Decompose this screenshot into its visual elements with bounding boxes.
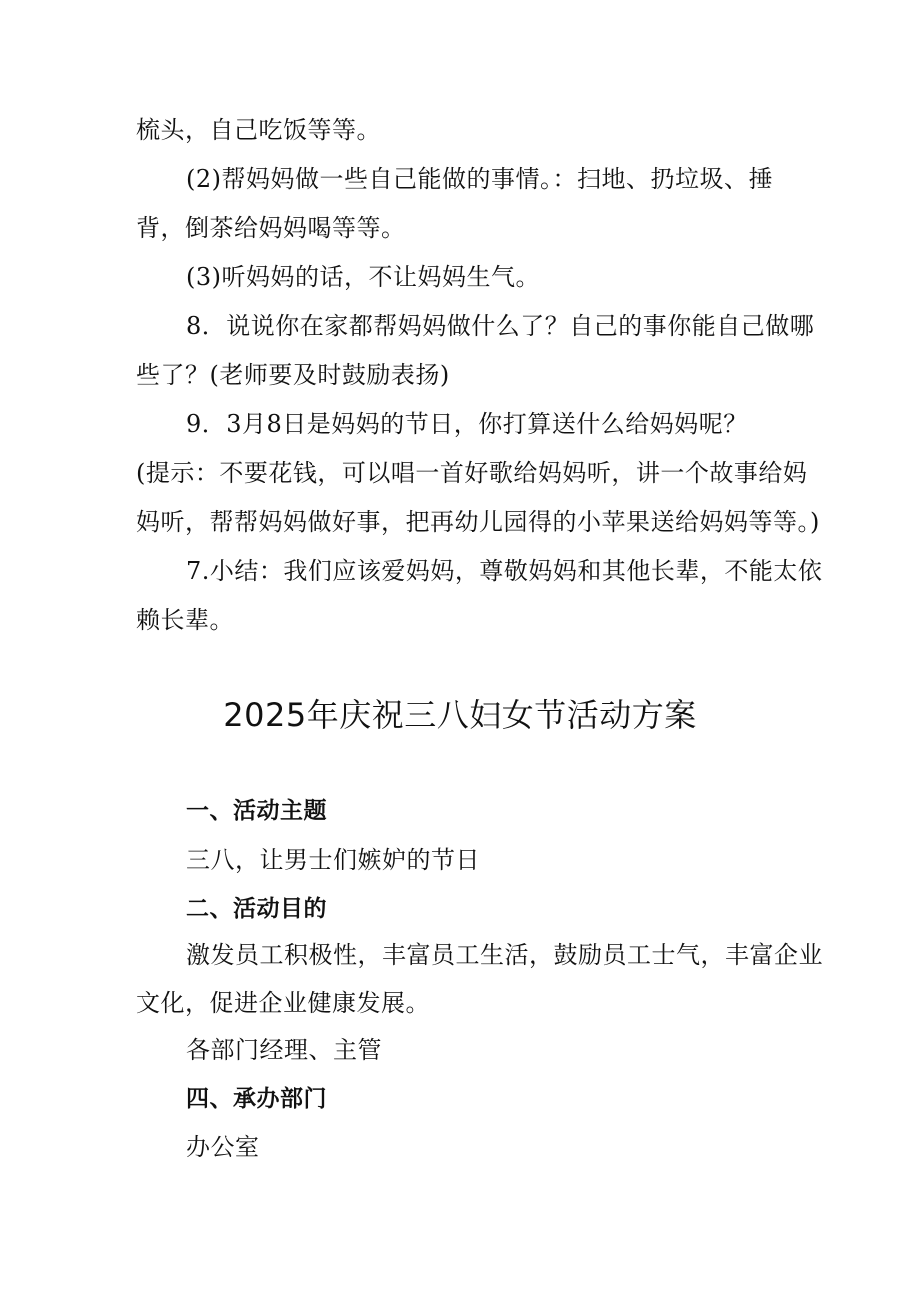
document-title: 2025年庆祝三八妇女节活动方案 — [223, 696, 697, 734]
body-line: 妈听，帮帮妈妈做好事，把再幼儿园得的小苹果送给妈妈等等。) — [136, 508, 820, 536]
body-line: 7.小结：我们应该爱妈妈，尊敬妈妈和其他长辈，不能太依 — [186, 557, 823, 585]
body-line: (3)听妈妈的话，不让妈妈生气。 — [186, 263, 540, 291]
body-line: 赖长辈。 — [136, 606, 234, 634]
section-heading: 四、承办部门 — [186, 1086, 327, 1112]
section-text: 各部门经理、主管 — [186, 1036, 382, 1064]
section-text: 激发员工积极性，丰富员工生活，鼓励员工士气，丰富企业 — [186, 941, 823, 969]
section-text: 文化，促进企业健康发展。 — [136, 989, 430, 1017]
section-text: 办公室 — [186, 1133, 260, 1161]
body-line: 8．说说你在家都帮妈妈做什么了？自己的事你能自己做哪 — [186, 312, 815, 340]
section-heading: 一、活动主题 — [186, 798, 327, 824]
body-line: 背，倒茶给妈妈喝等等。 — [136, 214, 406, 242]
section-heading: 二、活动目的 — [186, 896, 327, 922]
body-line: (提示：不要花钱，可以唱一首好歌给妈妈听，讲一个故事给妈 — [136, 459, 808, 487]
section-text: 三八，让男士们嫉妒的节日 — [186, 846, 480, 874]
body-line: 9．3月8日是妈妈的节日，你打算送什么给妈妈呢？ — [186, 410, 748, 438]
body-line: 些了？(老师要及时鼓励表扬) — [136, 361, 450, 389]
body-line: (2)帮妈妈做一些自己能做的事情。：扫地、扔垃圾、捶 — [186, 165, 773, 193]
body-line: 梳头，自己吃饭等等。 — [136, 116, 381, 144]
